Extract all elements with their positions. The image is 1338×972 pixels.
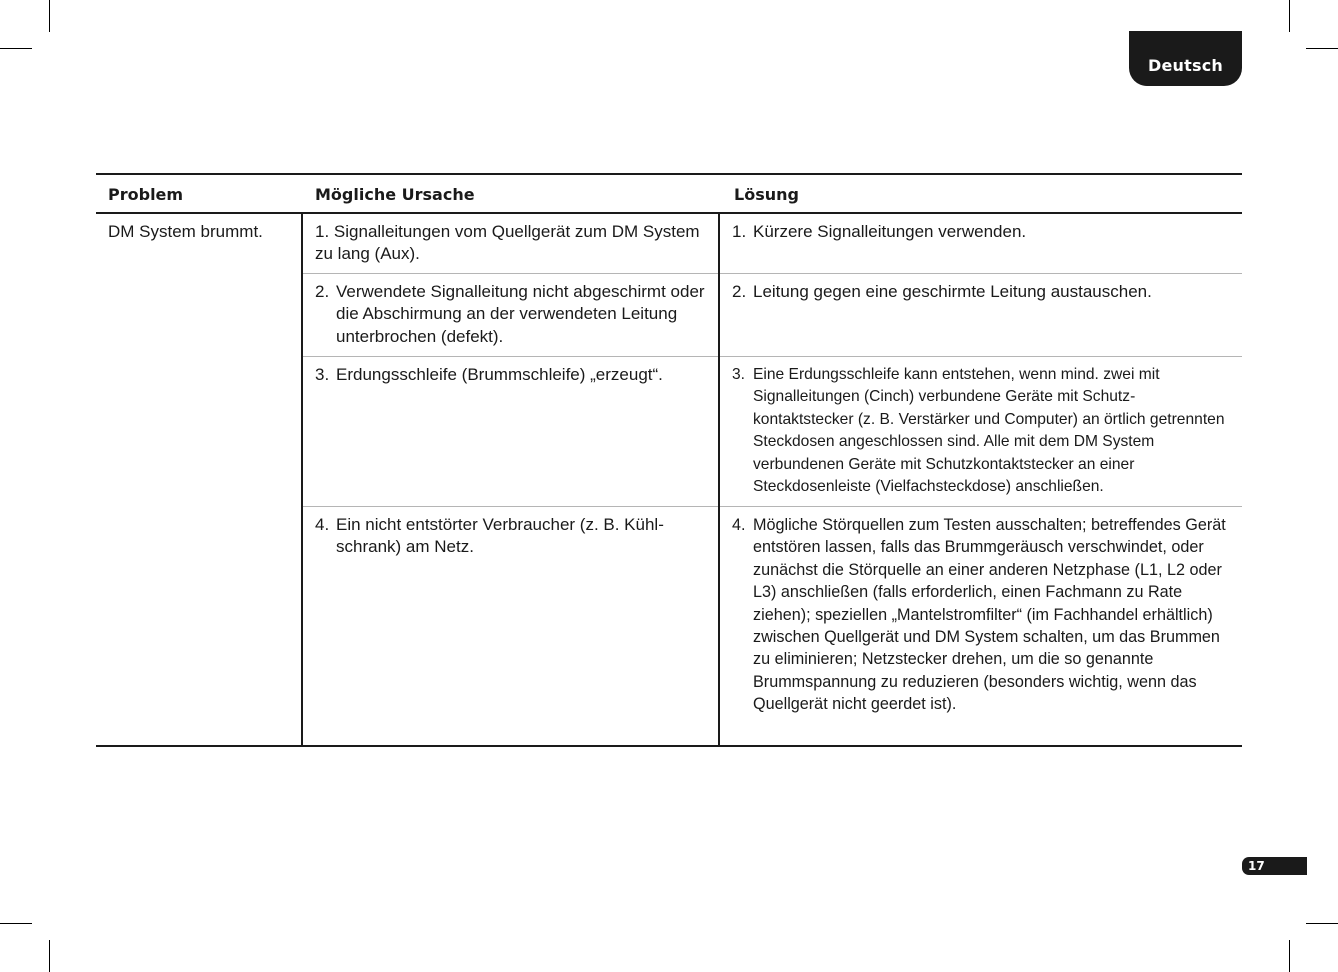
cause-cell	[303, 214, 720, 276]
cause-number: 4.	[315, 515, 330, 534]
cause-text: Verwendete Signalleitung nicht abgeschirmt oder die Abschirmung an der verwendeten Leitung unterbrochen (defekt).	[336, 282, 705, 346]
table-row	[303, 357, 1242, 507]
cause-cell	[303, 507, 720, 745]
solution-number: 3.	[732, 366, 746, 383]
solution-cell	[720, 274, 1240, 358]
table-row	[303, 214, 1242, 274]
cause-solution-rows	[303, 214, 1242, 745]
solution-text: Kürzere Signalleitungen verwenden.	[753, 222, 1027, 241]
header-cause: Mögliche Ursache	[315, 185, 475, 204]
cause-text: Erdungsschleife (Brummschleife) „erzeugt“.	[336, 365, 663, 384]
page-number: 17	[1242, 857, 1307, 875]
table-header	[96, 175, 1242, 214]
cause-text: Signalleitungen vom Quellgerät zum DM System zu lang (Aux).	[315, 222, 700, 264]
cause-cell	[303, 274, 720, 358]
crop-mark	[1289, 940, 1290, 972]
problem-cell: DM System brummt.	[96, 214, 303, 745]
solution-number: 1.	[732, 222, 747, 241]
solution-cell	[720, 357, 1240, 508]
crop-mark	[1306, 48, 1338, 49]
cause-number: 3.	[315, 365, 330, 384]
crop-mark	[0, 923, 32, 924]
crop-mark	[49, 940, 50, 972]
table-body	[96, 214, 1242, 745]
table-row	[303, 274, 1242, 357]
crop-mark	[1306, 923, 1338, 924]
crop-mark	[49, 0, 50, 32]
crop-mark	[0, 48, 32, 49]
cause-text: Ein nicht entstörter Verbraucher (z. B. Kühlschrank) am Netz.	[336, 515, 664, 557]
table-row	[303, 507, 1242, 745]
cause-number: 2.	[315, 282, 330, 301]
solution-cell	[720, 214, 1240, 276]
solution-text: Eine Erdungsschleife kann entstehen, wenn mind. zwei mit Signalleitungen (Cinch) verbundene Geräte mit Schutzkontaktstecker (z. B. Verstärker und Computer) an örtlich getrennten Steckdosen angeschlossen sind. Alle mit dem DM System verbundenen Geräte mit Schutzkontaktstecker an einer Steckdosenleiste (Vielfachsteckdose) anschließen.	[753, 366, 1225, 496]
header-solution: Lösung	[734, 185, 799, 204]
language-tab: Deutsch	[1129, 31, 1242, 86]
solution-cell	[720, 507, 1240, 745]
header-problem: Problem	[108, 185, 184, 204]
cause-cell	[303, 357, 720, 508]
solution-text: Mögliche Störquellen zum Testen ausschalten; betreffendes Gerät entstören lassen, falls das Brummgeräusch verschwindet, oder zunächst die Störquelle an einer anderen Netzphase (L1, L2 oder L3) anschließen (falls erforderlich, einen Fachmann zu Rate ziehen); speziellen „Mantelstromfilter“ (im Fachhandel erhältlich) zwischen Quellgerät und DM System schalten, um das Brummen zu eliminieren; Netzstecker drehen, um die so genannte Brummspannung zu reduzieren (besonders wichtig, wenn das Quellgerät nicht geerdet ist).	[753, 516, 1226, 714]
solution-number: 4.	[732, 516, 746, 534]
cause-number: 1.	[315, 222, 330, 241]
solution-text: Leitung gegen eine geschirmte Leitung austauschen.	[753, 282, 1152, 301]
crop-mark	[1289, 0, 1290, 32]
solution-number: 2.	[732, 282, 747, 301]
troubleshooting-table	[96, 173, 1242, 747]
